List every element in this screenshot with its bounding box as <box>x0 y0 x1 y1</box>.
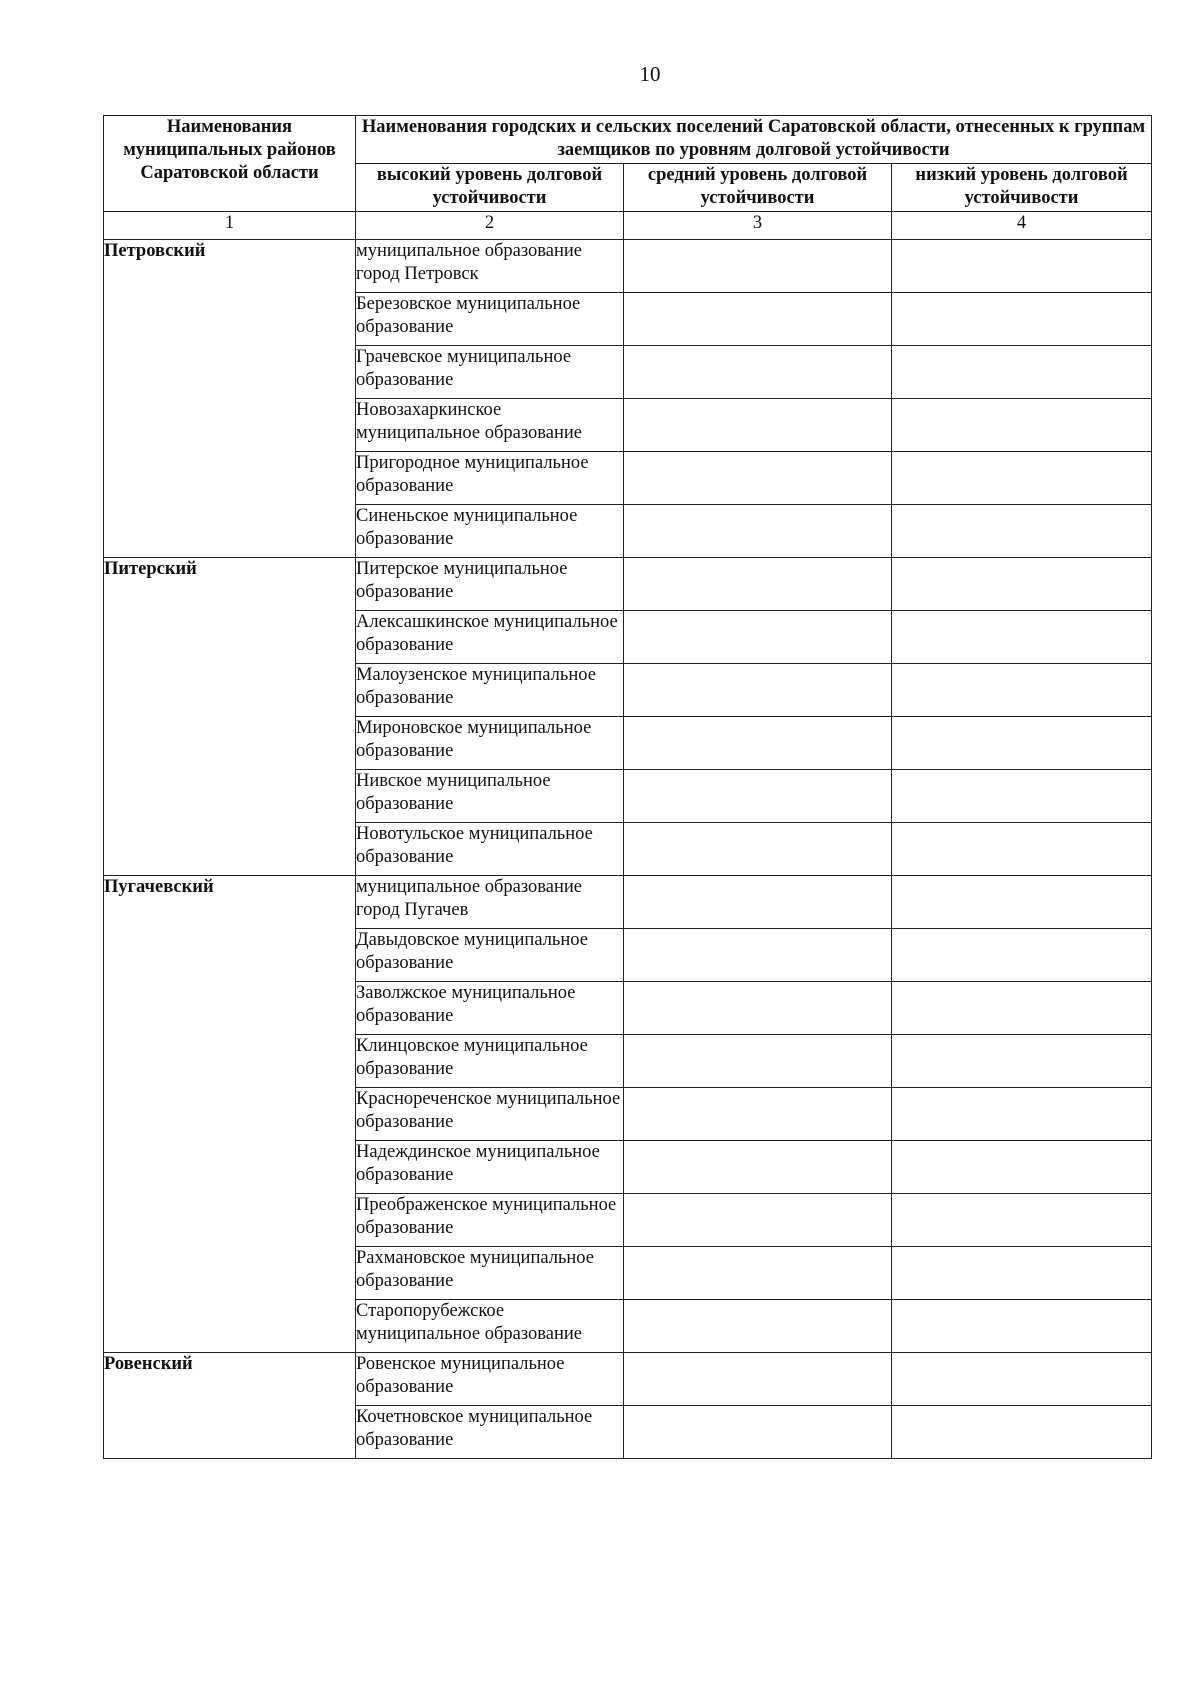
settlement-name: Новотульское муниципальное образование <box>356 823 624 876</box>
settlement-name: Кочетновское муниципальное образование <box>356 1406 624 1459</box>
medium-level-cell <box>624 876 892 929</box>
header-districts: Наименования муниципальных районов Саратовской области <box>104 116 356 212</box>
district-name: Ровенский <box>104 1353 356 1459</box>
low-level-cell <box>892 1088 1152 1141</box>
table-row <box>104 876 1152 929</box>
medium-level-cell <box>624 346 892 399</box>
table-row <box>104 558 1152 611</box>
low-level-cell <box>892 717 1152 770</box>
low-level-cell <box>892 346 1152 399</box>
low-level-cell <box>892 1194 1152 1247</box>
medium-level-cell <box>624 823 892 876</box>
low-level-cell <box>892 929 1152 982</box>
header-settlements-group: Наименования городских и сельских поселений Саратовской области, отнесенных к группам заемщиков по уровням долговой устойчивости <box>356 116 1152 164</box>
settlement-name: Новозахаркинское муниципальное образование <box>356 399 624 452</box>
low-level-cell <box>892 293 1152 346</box>
low-level-cell <box>892 505 1152 558</box>
settlement-name: Алексашкинское муниципальное образование <box>356 611 624 664</box>
settlement-name: Старопорубежское муниципальное образование <box>356 1300 624 1353</box>
medium-level-cell <box>624 1300 892 1353</box>
page-number: 10 <box>639 62 661 86</box>
settlement-name: муниципальное образование город Петровск <box>356 240 624 293</box>
low-level-cell <box>892 1406 1152 1459</box>
settlement-name: Пригородное муниципальное образование <box>356 452 624 505</box>
medium-level-cell <box>624 1247 892 1300</box>
low-level-cell <box>892 982 1152 1035</box>
header-low-level: низкий уровень долговой устойчивости <box>892 164 1152 212</box>
medium-level-cell <box>624 929 892 982</box>
medium-level-cell <box>624 240 892 293</box>
low-level-cell <box>892 876 1152 929</box>
district-name: Пугачевский <box>104 876 356 1353</box>
settlement-name: Питерское муниципальное образование <box>356 558 624 611</box>
low-level-cell <box>892 611 1152 664</box>
settlement-name: Грачевское муниципальное образование <box>356 346 624 399</box>
medium-level-cell <box>624 611 892 664</box>
settlement-name: Березовское муниципальное образование <box>356 293 624 346</box>
district-name: Питерский <box>104 558 356 876</box>
settlement-name: Надеждинское муниципальное образование <box>356 1141 624 1194</box>
low-level-cell <box>892 770 1152 823</box>
table-row <box>104 240 1152 293</box>
settlement-name: Нивское муниципальное образование <box>356 770 624 823</box>
medium-level-cell <box>624 717 892 770</box>
header-high-level: высокий уровень долговой устойчивости <box>356 164 624 212</box>
low-level-cell <box>892 1353 1152 1406</box>
settlement-name: Ровенское муниципальное образование <box>356 1353 624 1406</box>
table-body <box>104 240 1152 1459</box>
settlement-name: Заволжское муниципальное образование <box>356 982 624 1035</box>
medium-level-cell <box>624 399 892 452</box>
column-number-4: 4 <box>892 212 1152 240</box>
settlement-name: Рахмановское муниципальное образование <box>356 1247 624 1300</box>
medium-level-cell <box>624 505 892 558</box>
column-number-2: 2 <box>356 212 624 240</box>
settlement-name: Краснореченское муниципальное образование <box>356 1088 624 1141</box>
medium-level-cell <box>624 452 892 505</box>
low-level-cell <box>892 1247 1152 1300</box>
low-level-cell <box>892 1300 1152 1353</box>
header-medium-level: средний уровень долговой устойчивости <box>624 164 892 212</box>
settlement-name: Мироновское муниципальное образование <box>356 717 624 770</box>
medium-level-cell <box>624 1035 892 1088</box>
settlement-name: Синеньское муниципальное образование <box>356 505 624 558</box>
low-level-cell <box>892 1035 1152 1088</box>
district-name: Петровский <box>104 240 356 558</box>
settlement-name: Давыдовское муниципальное образование <box>356 929 624 982</box>
medium-level-cell <box>624 770 892 823</box>
settlement-name: муниципальное образование город Пугачев <box>356 876 624 929</box>
column-number-1: 1 <box>104 212 356 240</box>
settlement-name: Преображенское муниципальное образование <box>356 1194 624 1247</box>
medium-level-cell <box>624 1194 892 1247</box>
medium-level-cell <box>624 1141 892 1194</box>
debt-sustainability-table <box>103 115 1152 1459</box>
low-level-cell <box>892 399 1152 452</box>
medium-level-cell <box>624 558 892 611</box>
settlement-name: Малоузенское муниципальное образование <box>356 664 624 717</box>
settlement-name: Клинцовское муниципальное образование <box>356 1035 624 1088</box>
low-level-cell <box>892 1141 1152 1194</box>
low-level-cell <box>892 558 1152 611</box>
table-row <box>104 1353 1152 1406</box>
low-level-cell <box>892 452 1152 505</box>
column-number-3: 3 <box>624 212 892 240</box>
medium-level-cell <box>624 664 892 717</box>
medium-level-cell <box>624 1088 892 1141</box>
medium-level-cell <box>624 293 892 346</box>
medium-level-cell <box>624 982 892 1035</box>
low-level-cell <box>892 823 1152 876</box>
low-level-cell <box>892 664 1152 717</box>
medium-level-cell <box>624 1406 892 1459</box>
low-level-cell <box>892 240 1152 293</box>
medium-level-cell <box>624 1353 892 1406</box>
